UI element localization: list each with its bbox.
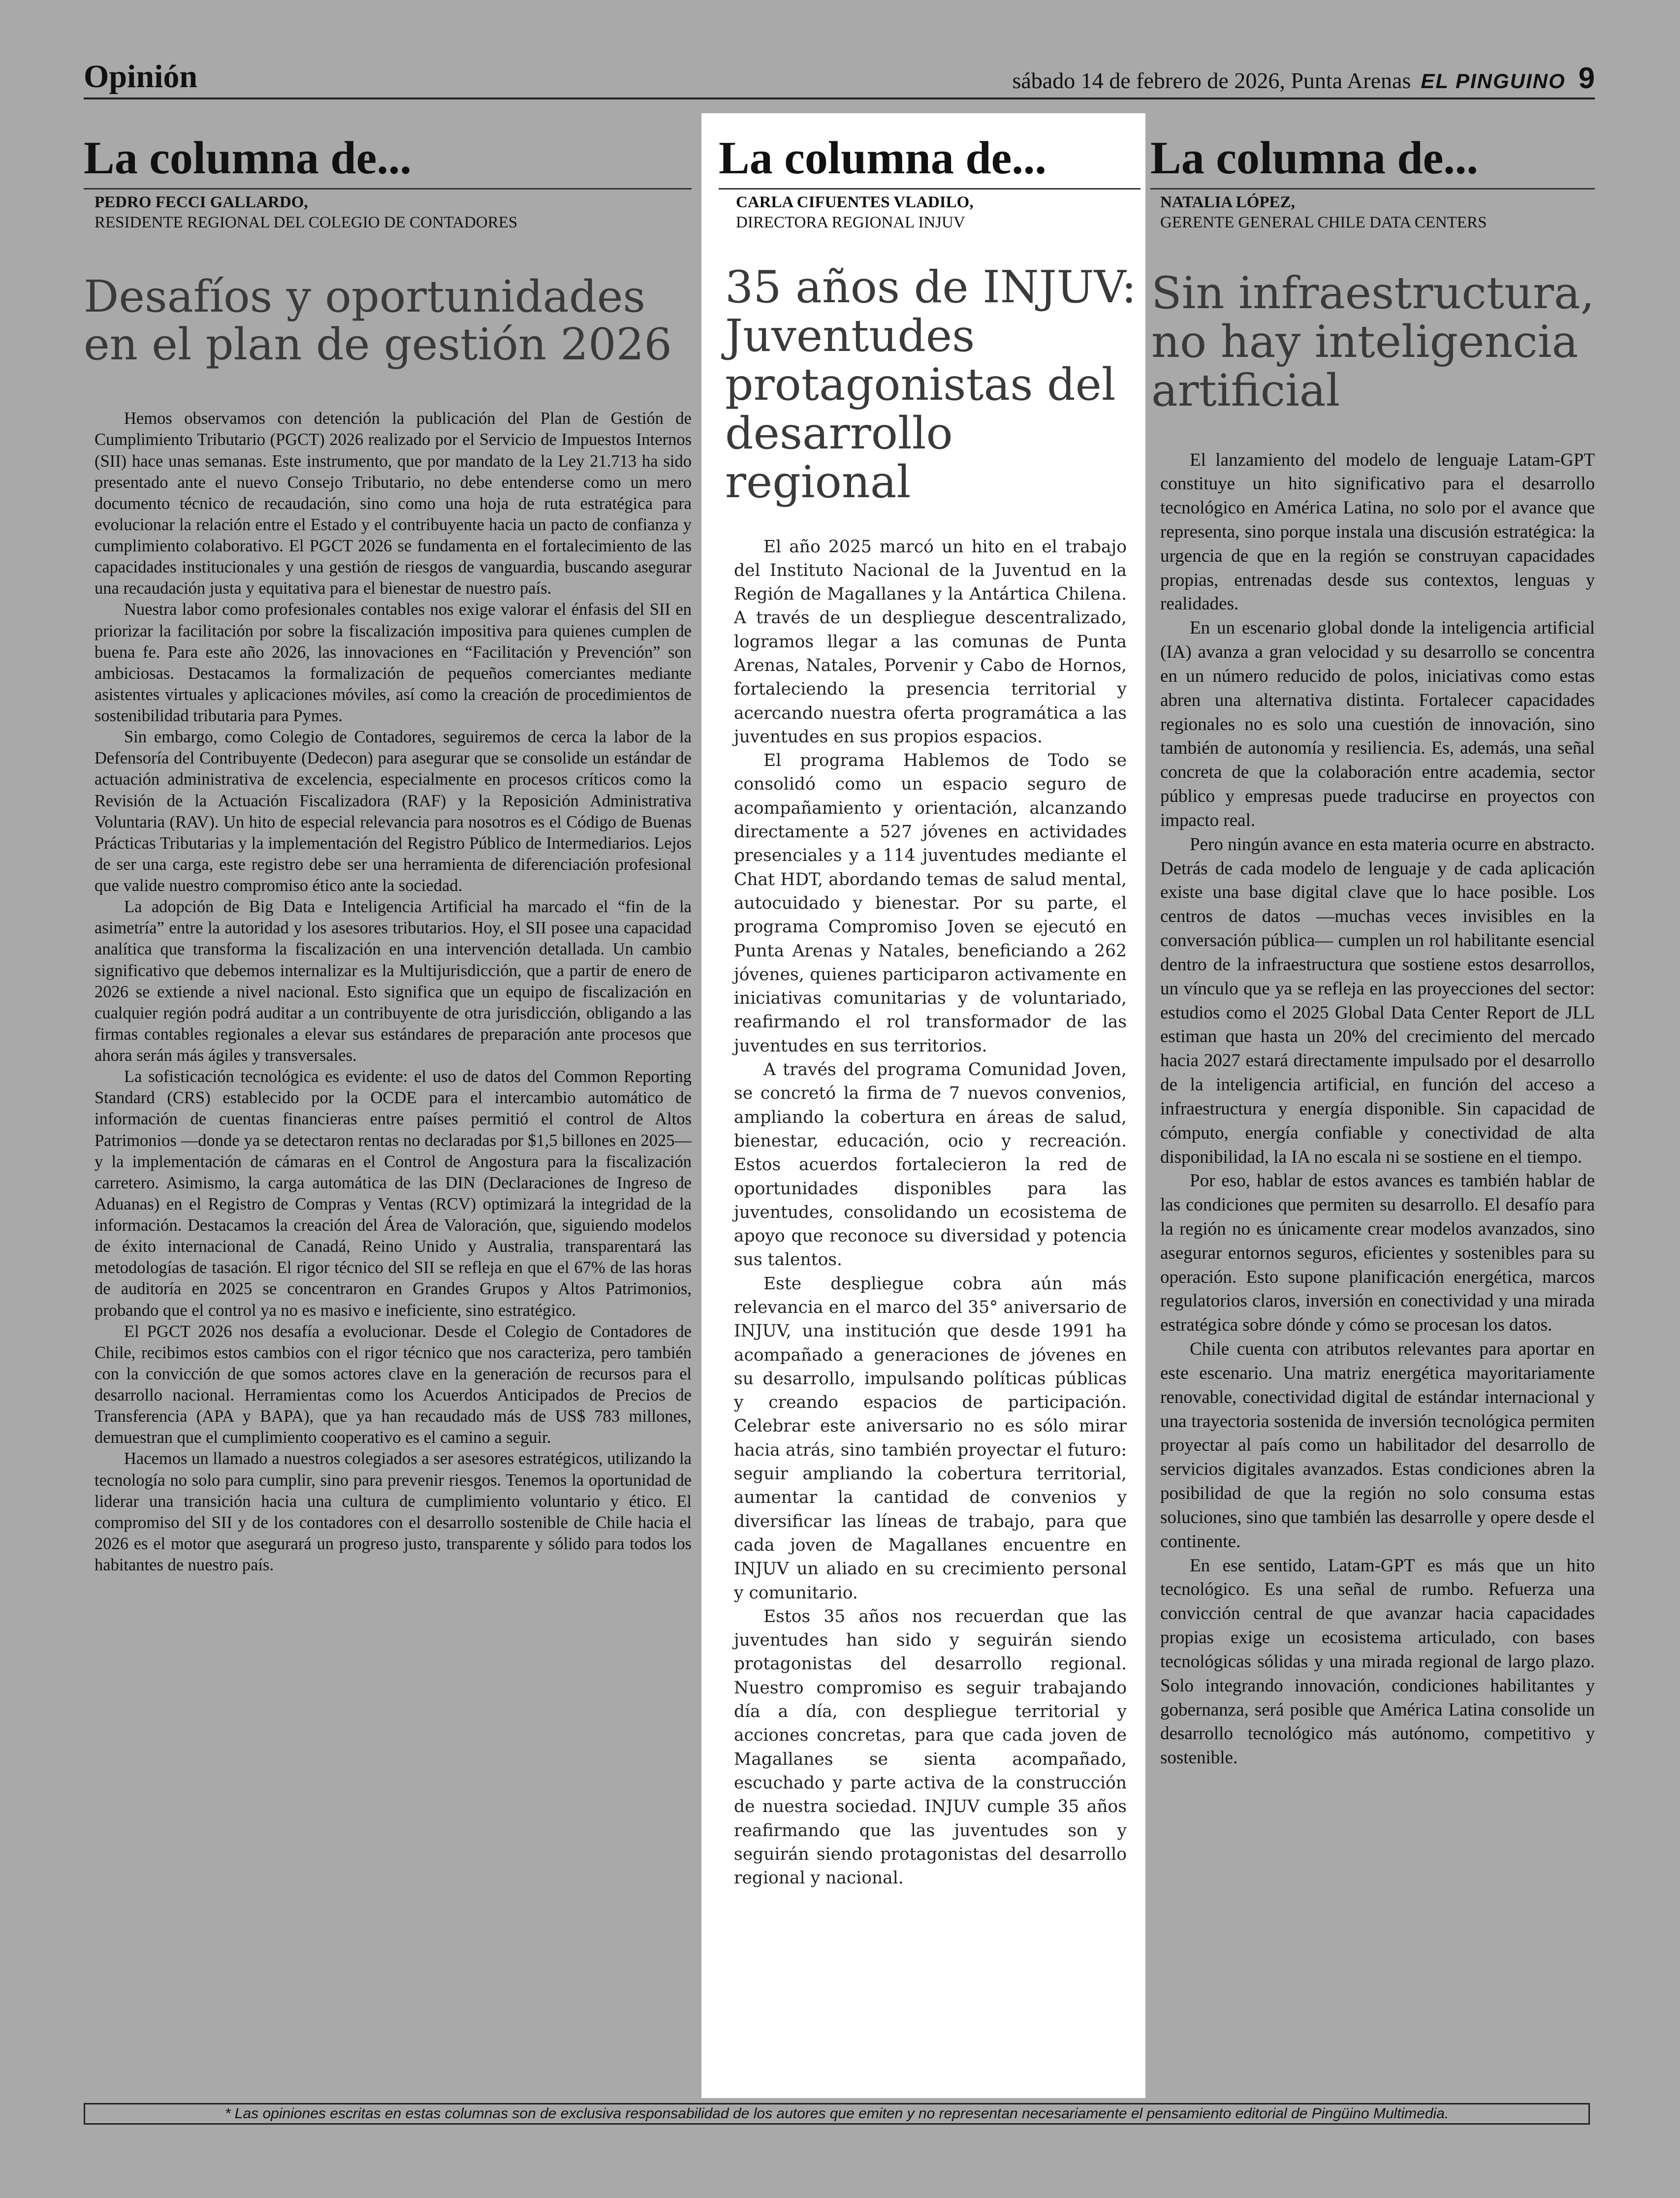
author-byline <box>95 190 692 233</box>
newspaper-logo: EL PINGUINO <box>1421 69 1566 93</box>
article-paragraph: El PGCT 2026 nos desafía a evolucionar. Desde el Colegio de Contadores de Chile, recibimos estos cambios con el rigor técnico que nos caracteriza, pero también con la convicción de que somos actores clave en la generación de recursos para el desarrollo nacional. Herramientas como los Acuerdos Anticipados de Precios de Transferencia (APA y BAPA), que ya han recaudado más de US$ 783 millones, demuestran que el cumplimiento cooperativo es el camino a seguir. <box>95 1322 692 1447</box>
author-byline <box>1160 190 1595 233</box>
article-body <box>1160 448 1595 1771</box>
article-paragraph: El programa Hablemos de Todo se consolidó como un espacio seguro de acompañamiento y orientación, alcanzando directamente a 527 jóvenes en actividades presenciales y a 114 juventudes mediante el Chat HDT, abordando temas de salud mental, autocuidado y bienestar. Por su parte, el programa Compromiso Joven se ejecutó en Punta Arenas y Natales, beneficiando a 262 jóvenes, quienes participaron activamente en iniciativas comunitarias y de voluntariado, reafirmando el rol transformador de las juventudes en sus territorios. <box>734 751 1127 1056</box>
article-headline: Desafíos y oportunidades en el plan de gestión 2026 <box>84 270 672 370</box>
author-name: PEDRO FECCI GALLARDO, <box>95 193 308 211</box>
column-kicker: La columna de... <box>1150 113 1595 190</box>
article-paragraph: Hemos observamos con detención la publicación del Plan de Gestión de Cumplimiento Tributario (PGCT) 2026 realizado por el Servicio de Impuestos Internos (SII) hace unas semanas. Este instrumento, que por mandato de la Ley 21.713 ha sido presentado ante el nuevo Consejo Tributario, no debe entenderse como un mero documento técnico de recaudación, sino como una hoja de ruta estratégica para evolucionar la relación entre el Estado y el contribuyente hacia un pacto de confianza y cumplimiento colaborativo. El PGCT 2026 se fundamenta en el fortalecimiento de las capacidades institucionales y una gestión de riesgos de vanguardia, buscando asegurar una recaudación justa y equitativa para el bienestar de nuestro país. <box>95 409 692 598</box>
author-role: RESIDENTE REGIONAL DEL COLEGIO DE CONTADORES <box>95 214 518 232</box>
article-paragraph: Este despliegue cobra aún más relevancia en el marco del 35° aniversario de INJUV, una institución que desde 1991 ha acompañado a generaciones de jóvenes en su desarrollo, impulsando políticas públicas y creando espacios de participación. Celebrar este aniversario no es sólo mirar hacia atrás, sino también proyectar el futuro: seguir ampliando la cobertura territorial, aumentar la cantidad de convenios y diversificar las líneas de trabajo, para que cada joven de Magallanes encuentre en INJUV un aliado en su crecimiento personal y comunitario. <box>734 1274 1127 1603</box>
article-paragraph: El lanzamiento del modelo de lenguaje Latam-GPT constituye un hito significativo para el desarrollo tecnológico en América Latina, no solo por el avance que representa, sino porque instala una discusión estratégica: la urgencia de que en la región se construyan capacidades propias, entrenadas desde sus contextos, lenguas y realidades. <box>1160 449 1595 614</box>
author-name: CARLA CIFUENTES VLADILO, <box>736 193 974 211</box>
opinion-column-2 <box>701 113 1145 2098</box>
article-paragraph: En un escenario global donde la inteligencia artificial (IA) avanza a gran velocidad y su desarrollo se concentra en un número reducido de polos, iniciativas como estas abren una alternativa distinta. Fortalecer capacidades regionales no es solo una cuestión de innovación, sino también de autonomía y resiliencia. Es, además, una señal concreta de que la colaboración entre academia, sector público y empresas puede traducirse en proyectos con impacto real. <box>1160 618 1595 830</box>
opinion-column-1 <box>84 113 692 1576</box>
header-meta <box>1012 61 1595 95</box>
article-paragraph: A través del programa Comunidad Joven, se concretó la firma de 7 nuevos convenios, ampliando la cobertura en áreas de salud, bienestar, educación, ocio y recreación. Estos acuerdos fortalecieron la red de oportunidades disponibles para las juventudes, consolidando un ecosistema de apoyo que reconoce su diversidad y potencia sus talentos. <box>734 1060 1127 1270</box>
column-kicker: La columna de... <box>84 113 692 190</box>
article-paragraph: La adopción de Big Data e Inteligencia Artificial ha marcado el “fin de la asimetría” entre la autoridad y los asesores tributarios. Hoy, el SII posee una capacidad analítica que transforma la fiscalización en una intervención detallada. Un cambio significativo que debemos internalizar es la Multijurisdicción, que a partir de enero de 2026 se extiende a nivel nacional. Esto significa que un equipo de fiscalización en cualquier región podrá auditar a un contribuyente de otra jurisdicción, obligando a las firmas contables regionales a elevar sus estándares de preparación ante procesos que ahora serán más ágiles y transversales. <box>95 897 692 1065</box>
article-paragraph: Por eso, hablar de estos avances es también hablar de las condiciones que permiten su desarrollo. El desafío para la región no es únicamente crear modelos avanzados, sino asegurar entornos seguros, eficientes y sostenibles para su operación. Esto supone planificación energética, marcos regulatorios claros, inversión en conectividad y una mirada estratégica sobre dónde y cómo se procesan los datos. <box>1160 1171 1595 1336</box>
article-paragraph: La sofisticación tecnológica es evidente: el uso de datos del Common Reporting Standard (CRS) establecido por la OCDE para el intercambio automático de información de cuentas financieras entre países permitió el control de Altos Patrimonios —donde ya se detectaron rentas no declaradas por $1,5 billones en 2025— y la implementación de cámaras en el Control de Angostura para la fiscalización carretero. Asimismo, la carga automática de las DIN (Declaraciones de Ingreso de Aduanas) en el Registro de Compras y Ventas (RCV) optimizará la integridad de la información. Destacamos la creación del Área de Valoración, que, siguiendo modelos de éxito internacional de Canadá, Reino Unido y Australia, transparentará las metodologías de tasación. El rigor técnico del SII se refleja en que el 67% de las horas de auditoría en 2025 se concentraron en Grandes Grupos y Altos Patrimonios, probando que el control ya no es masivo e ineficiente, sino estratégico. <box>95 1067 692 1320</box>
column-kicker: La columna de... <box>719 113 1141 190</box>
disclaimer-text: * Las opiniones escritas en estas columnas son de exclusiva responsabilidad de los autores que emiten y no representan necesariamente el pensamiento editorial de Pingüino Multimedia. <box>224 2105 1449 2122</box>
author-role: DIRECTORA REGIONAL INJUV <box>736 214 965 232</box>
page-number: 9 <box>1578 62 1595 95</box>
article-body <box>734 535 1127 1890</box>
article-paragraph: Estos 35 años nos recuerdan que las juventudes han sido y seguirán siendo protagonistas del desarrollo regional. Nuestro compromiso es seguir trabajando día a día, con despliegue territorial y acciones concretas, para que cada joven de Magallanes se sienta acompañado, escuchado y parte activa de la construcción de nuestra sociedad. INJUV cumple 35 años reafirmando que las juventudes son y seguirán siendo protagonistas del desarrollo regional y nacional. <box>734 1606 1127 1888</box>
article-paragraph: En ese sentido, Latam-GPT es más que un hito tecnológico. Es una señal de rumbo. Refuerza una convicción central de que avanzar hacia capacidades propias exige un ecosistema articulado, con bases tecnológicas sólidas y una mirada regional de largo plazo. Solo integrando innovación, condiciones habilitantes y gobernanza, será posible que América Latina consolide un desarrollo tecnológico más autónomo, competitivo y sostenible. <box>1160 1555 1595 1768</box>
author-role: GERENTE GENERAL CHILE DATA CENTERS <box>1160 214 1487 232</box>
author-name: NATALIA LÓPEZ, <box>1160 193 1295 211</box>
article-headline: Sin infraestructura, no hay inteligencia artificial <box>1151 267 1595 416</box>
article-paragraph: Nuestra labor como profesionales contables nos exige valorar el énfasis del SII en priorizar la facilitación por sobre la fiscalización impositiva para quienes cumplen de buena fe. Para este año 2026, las innovaciones en “Facilitación y Prevención” son ambiciosas. Destacamos la formalización de pequeños comerciantes mediante asistentes virtuales y aplicaciones móviles, así como la creación de procedimientos de sostenibilidad tributaria para Pymes. <box>95 600 692 726</box>
article-paragraph: Sin embargo, como Colegio de Contadores, seguiremos de cerca la labor de la Defensoría del Contribuyente (Dedecon) para asegurar que se consolide un estándar de actuación administrativa de excelencia, especialmente en procesos críticos como la Revisión de la Actuación Fiscalizadora (RAF) y la Reposición Administrativa Voluntaria (RAV). Un hito de especial relevancia para nosotros es el Código de Buenas Prácticas Tributarias y la implementación del Registro Público de Intermediarios. Lejos de ser una carga, este registro debe ser una herramienta de diferenciación profesional que valide nuestro compromiso ético ante la sociedad. <box>95 728 692 895</box>
article-paragraph: Pero ningún avance en esta materia ocurre en abstracto. Detrás de cada modelo de lenguaje y de cada aplicación existe una base digital clave que lo hace posible. Los centros de datos —muchas veces invisibles en la conversación pública— cumplen un rol habilitante esencial dentro de la infraestructura que sostiene estos desarrollos, un vínculo que ya se refleja en las proyecciones del sector: estudios como el 2025 Global Data Center Report de JLL estiman que hasta un 20% del crecimiento del mercado hacia 2027 estará directamente impulsado por el desarrollo de la inteligencia artificial, en función del acceso a infraestructura y energía disponible. Sin capacidad de cómputo, energía confiable y conectividad de alta disponibilidad, la IA no escala ni se sostiene en el tiempo. <box>1160 834 1595 1167</box>
article-paragraph: El año 2025 marcó un hito en el trabajo del Instituto Nacional de la Juventud en la Región de Magallanes y la Antártica Chilena. A través de un despliegue descentralizado, logramos llegar a las comunas de Punta Arenas, Natales, Porvenir y Cabo de Hornos, fortaleciendo la presencia territorial y acercando nuestra oferta programática a las juventudes en sus propios espacios. <box>734 537 1127 747</box>
page-header <box>84 58 1595 99</box>
opinion-column-3 <box>1145 113 1595 1770</box>
disclaimer-box <box>84 2103 1590 2125</box>
article-headline: 35 años de INJUV: Juventudes protagonistas del desarrollo regional <box>725 261 1137 508</box>
article-body <box>95 408 692 1576</box>
article-paragraph: Hacemos un llamado a nuestros colegiados a ser asesores estratégicos, utilizando la tecnología no solo para cumplir, sino para prevenir riesgos. Tenemos la oportunidad de liderar una transición hacia una cultura de cumplimiento voluntario y ético. El compromiso del SII y de los contadores con el desarrollo sostenible de Chile hacia el 2026 es el motor que asegurará un progreso justo, transparente y sólido para todos los habitantes de nuestro país. <box>95 1449 692 1575</box>
section-title: Opinión <box>84 59 198 95</box>
author-byline <box>736 190 1145 233</box>
article-paragraph: Chile cuenta con atributos relevantes para aportar en este escenario. Una matriz energética mayoritariamente renovable, conectividad digital de estándar internacional y una trayectoria sostenida de inversión tecnológica permiten proyectar al país como un habilitador del desarrollo de servicios digitales avanzados. Estas condiciones abren la posibilidad de que la región no solo consuma estas soluciones, sino que también las desarrolle y opere desde el continente. <box>1160 1339 1595 1552</box>
header-date: sábado 14 de febrero de 2026, Punta Arenas <box>1012 68 1411 93</box>
